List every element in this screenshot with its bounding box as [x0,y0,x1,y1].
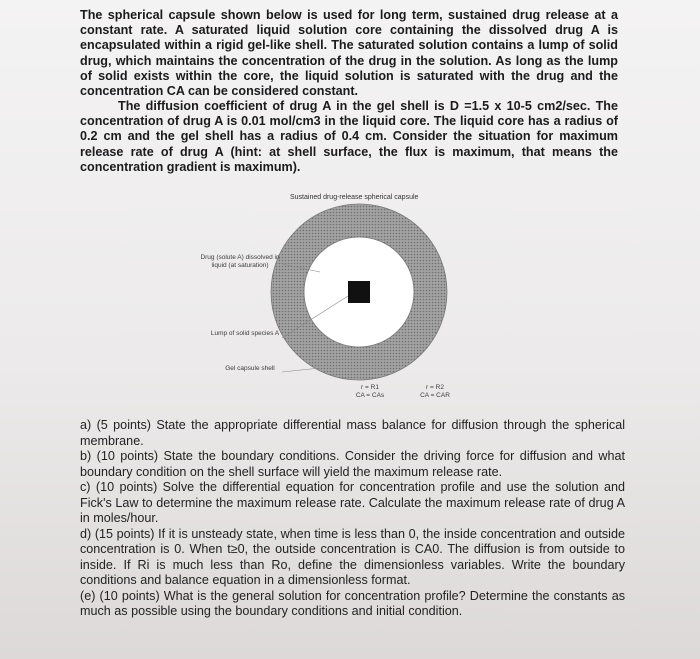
capsule-figure [200,190,500,410]
label-lump: Lump of solid species A [210,330,280,337]
solid-lump [348,281,370,303]
pointer-line-shell [282,368,320,372]
label-r2-condition: CA = CAR [420,392,450,399]
figure-title: Sustained drug-release spherical capsule [290,194,419,201]
label-r2: r = R2 [426,384,444,391]
question-c: c) (10 points) Solve the differential equation for concentration profile and use the solution and Fick's Law to determine the maximum release rate. Calculate the maximum release rate of drug A in moles/hour. [80,480,625,525]
label-drug: Drug (solute A) dissolved in liquid (at saturation) [200,254,280,269]
question-d: d) (15 points) If it is unsteady state, when time is less than 0, the inside concentration and outside concentration is 0. When t≥0, the outside concentration is CA0. The diffusion is from outside to inside. If Ri is much less than Ro, define the dimensionless variables. Write the boundary conditions and balance equation in a dimensionless format. [80,526,625,587]
question-b: b) (10 points) State the boundary conditions. Consider the driving force for diffusion and what boundary condition on the shell surface will yield the maximum release rate. [80,449,625,479]
label-r1: r = R1 [361,384,379,391]
question-list [80,418,625,620]
label-r1-condition: CA = CAs [355,392,385,399]
problem-paragraph-1: The spherical capsule shown below is used for long term, sustained drug release at a constant rate. A saturated liquid solution core containing the dissolved drug A is encapsulated within a rigid gel-like shell. The saturated solution contains a lump of solid drug, which maintains the concentration of the drug in the solution. As long as the lump of solid exists within the core, the liquid solution is saturated with the drug and the concentration CA can be considered constant. [80,8,618,99]
problem-paragraph-2: The diffusion coefficient of drug A in the gel shell is D =1.5 x 10-5 cm2/sec. The concentration of drug A is 0.01 mol/cm3 in the liquid core. The liquid core has a radius of 0.2 cm and the gel shell has a radius of 0.4 cm. Consider the situation for maximum release rate of drug A (hint: at shell surface, the flux is maximum, that means the concentration gradient is maximum). [80,99,618,174]
question-a: a) (5 points) State the appropriate differential mass balance for diffusion through the spherical membrane. [80,418,625,448]
capsule-diagram [200,190,500,410]
question-e: (e) (10 points) What is the general solution for concentration profile? Determine the constants as much as possible using the boundary conditions and initial condition. [80,588,625,618]
label-shell: Gel capsule shell [225,365,275,372]
